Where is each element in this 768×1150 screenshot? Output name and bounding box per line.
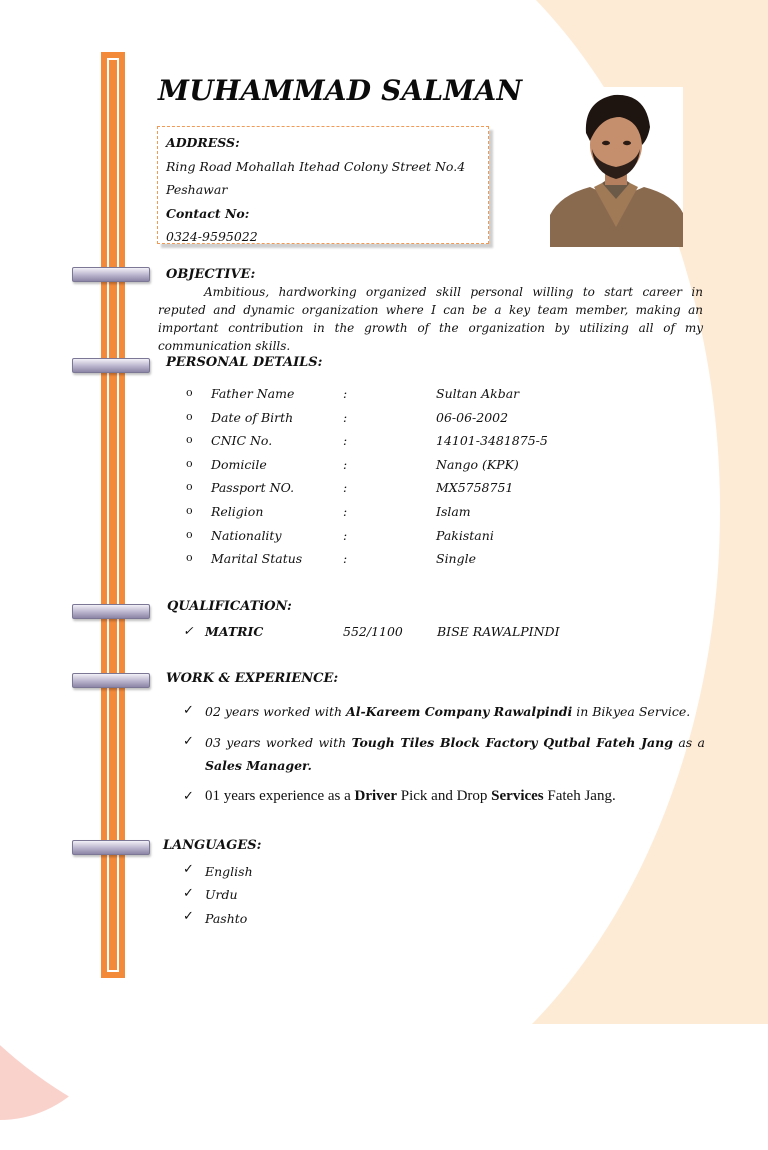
personal-detail-key: CNIC No. (211, 433, 273, 449)
personal-detail-value: Islam (436, 504, 471, 519)
work-item-2-company: Tough Tiles Block Factory Qutbal Fateh Jang (351, 735, 673, 750)
bullet-icon: o (186, 527, 193, 541)
personal-detail-key: Date of Birth (211, 409, 294, 425)
personal-detail-value: MX5758751 (436, 480, 514, 496)
contact-label: Contact No: (166, 205, 250, 221)
check-icon: ✓ (183, 862, 194, 877)
bullet-icon: o (186, 409, 193, 423)
bullet-icon: o (186, 433, 193, 447)
work-experience-title: WORK & EXPERIENCE: (166, 671, 339, 686)
timeline-marker-objective (72, 267, 150, 282)
personal-detail-value: Nango (KPK) (436, 456, 519, 472)
profile-photo (550, 87, 683, 247)
bullet-icon: o (186, 386, 193, 399)
objective-title: OBJECTIVE: (166, 267, 256, 282)
work-item-2-role: Sales Manager. (205, 758, 312, 773)
contact-number: 0324-9595022 (166, 229, 258, 244)
timeline-marker-languages (72, 840, 150, 855)
work-item-2-text: 03 years worked with (205, 735, 352, 750)
timeline-marker-personal (72, 358, 150, 373)
work-item-3-location: Fateh Jang. (543, 788, 616, 804)
check-icon: ✓ (183, 886, 194, 901)
work-item-2-connector: as a (672, 735, 705, 750)
check-icon: ✓ (183, 734, 194, 749)
language-item-pashto: Pashto (205, 911, 248, 926)
work-item-3-role: Driver (354, 788, 397, 804)
personal-detail-value: Single (436, 551, 477, 567)
work-item-3-service: Services (491, 788, 544, 804)
personal-details-title: PERSONAL DETAILS: (166, 355, 323, 370)
work-item-1-role: in Bikyea Service. (572, 704, 691, 719)
qualification-degree: MATRIC (205, 624, 264, 639)
personal-detail-separator: : (343, 527, 348, 543)
personal-detail-value: Pakistani (436, 527, 494, 543)
work-item-3-connector: Pick and Drop (397, 788, 492, 804)
personal-detail-key: Religion (211, 504, 264, 519)
language-item-urdu: Urdu (205, 887, 238, 902)
language-item-english: English (205, 864, 253, 879)
personal-detail-separator: : (343, 386, 348, 401)
address-line-2: Peshawar (166, 182, 228, 197)
address-box (157, 126, 489, 244)
personal-detail-key: Domicile (211, 456, 267, 472)
bullet-icon: o (186, 551, 193, 565)
personal-detail-key: Father Name (211, 386, 295, 401)
qualification-marks: 552/1100 (343, 624, 403, 639)
bullet-icon: o (186, 480, 193, 494)
profile-photo-illustration (550, 87, 683, 247)
objective-text (158, 283, 703, 355)
personal-detail-key: Nationality (211, 527, 282, 543)
personal-detail-key: Marital Status (211, 551, 303, 567)
personal-detail-separator: : (343, 551, 348, 567)
check-icon: ✓ (183, 703, 194, 718)
personal-detail-separator: : (343, 409, 348, 425)
personal-detail-separator: : (343, 480, 348, 496)
address-label: ADDRESS: (166, 135, 240, 150)
check-icon: ✓ (183, 909, 194, 924)
address-line-1: Ring Road Mohallah Itehad Colony Street No.4 (166, 158, 466, 174)
languages-title: LANGUAGES: (163, 838, 262, 853)
qualification-title: QUALIFICATiON: (167, 599, 292, 614)
personal-detail-separator: : (343, 433, 348, 449)
work-item-3 (205, 788, 616, 805)
check-icon: ✓ (183, 623, 194, 638)
personal-detail-key: Passport NO. (211, 480, 295, 496)
work-item-1-text: 02 years worked with (205, 704, 347, 719)
work-item-3-text: 01 years experience as a (205, 788, 355, 804)
check-icon: ✓ (183, 789, 194, 804)
objective-body: Ambitious, hardworking organized skill personal willing to start career in reputed and dynamic organization where I can be a key team member, making an important contribution in the growth of the organization by utilizing all of my communication skills. (158, 285, 703, 353)
personal-detail-value: 14101-3481875-5 (436, 433, 548, 449)
timeline-marker-qualification (72, 604, 150, 619)
timeline-marker-work (72, 673, 150, 688)
personal-detail-value: Sultan Akbar (436, 386, 520, 401)
bullet-icon: o (186, 504, 193, 517)
personal-detail-value: 06-06-2002 (436, 409, 509, 425)
candidate-name: MUHAMMAD SALMAN (158, 74, 523, 107)
qualification-board: BISE RAWALPINDI (437, 624, 560, 639)
bullet-icon: o (186, 456, 193, 470)
work-item-1-company: Al-Kareem Company Rawalpindi (346, 704, 573, 719)
work-item-1 (205, 700, 705, 723)
personal-detail-separator: : (343, 504, 348, 519)
work-item-2 (205, 731, 705, 777)
personal-detail-separator: : (343, 456, 348, 472)
